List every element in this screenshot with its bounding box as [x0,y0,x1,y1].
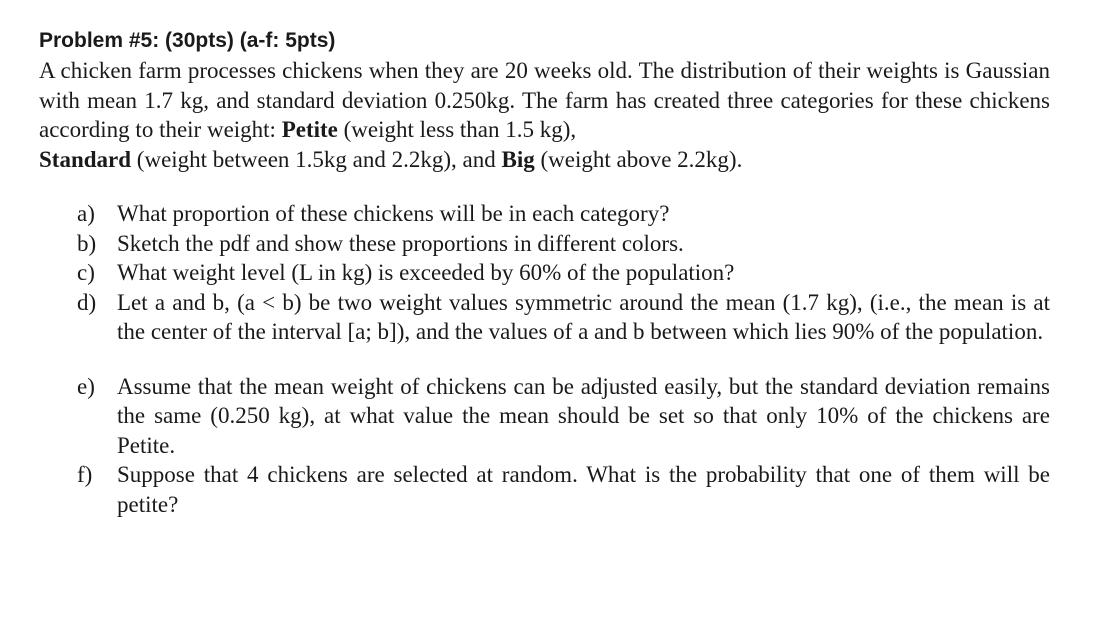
category-petite: Petite [281,117,338,142]
problem-intro [39,56,1050,174]
question-marker: b) [77,230,97,256]
question-marker: a) [77,201,95,226]
question-text: Suppose that 4 chickens are selected at random. What is the probability that one of them will be petite? [117,462,1050,517]
intro-text-1: A chicken farm processes chickens when they are 20 weeks old. The distribution of their weights is Gaussian with mean 1.7 kg, and standard deviation 0.250kg. The farm has created three categories for these chickens according to their weight: [39,58,1050,142]
question-list-first [39,199,1050,347]
question-text: Sketch the pdf and show these proportions in different colors. [117,230,684,256]
question-e [39,372,1050,461]
category-big: Big [501,146,535,172]
question-b [39,229,1050,259]
question-c [39,258,1050,288]
question-text: What weight level (L in kg) is exceeded by 60% of the population? [117,260,735,285]
question-text: Assume that the mean weight of chickens can be adjusted easily, but the standard deviation remains the same (0.250 kg), at what value the mean should be set so that only 10% of the chickens are Petite. [117,373,1050,458]
question-a [39,199,1050,229]
question-marker: c) [77,260,95,285]
intro-text-3: (weight between 1.5kg and 2.2kg), and [131,146,502,172]
intro-text-4: (weight above 2.2kg). [534,146,743,172]
problem-title: Problem #5: (30pts) (a-f: 5pts) [39,29,336,52]
question-marker: f) [77,462,93,487]
question-text: Let a and b, (a < b) be two weight values symmetric around the mean (1.7 kg), (i.e., the mean is at the center of the interval [a; b]), and the values of a and b between which lies 90% of the population. [117,289,1050,344]
question-f [39,460,1050,519]
intro-text-2: (weight less than 1.5 kg), [337,117,577,142]
question-marker: e) [77,373,95,399]
question-list-second [39,372,1050,520]
problem-document [39,26,1050,519]
question-text: What proportion of these chickens will be in each category? [117,201,670,226]
question-marker: d) [77,289,97,315]
category-standard: Standard [39,146,132,172]
question-d [39,288,1050,347]
